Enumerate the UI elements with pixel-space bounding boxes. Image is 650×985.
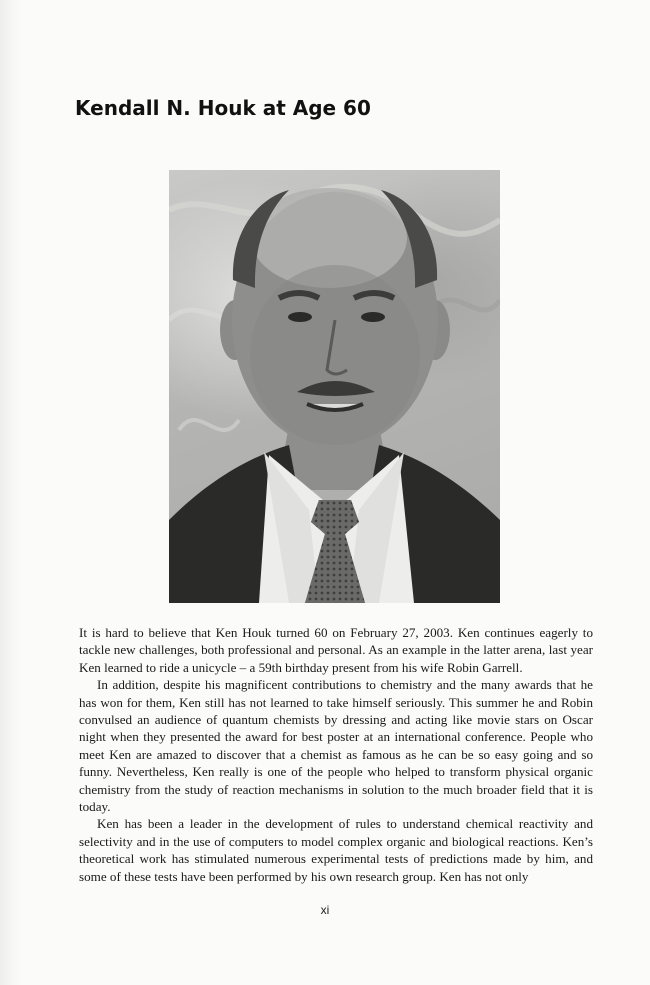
portrait-illustration: [169, 170, 500, 603]
paragraph-3: Ken has been a leader in the development of rules to understand chemical reactivity and selectivity and in the use of computers to model complex organic and biological reactions. Ken’s theoretical work has stimulated numerous experimental tests of predictions made by him, and some of these tests have been performed by his own research group. Ken has not only: [79, 816, 593, 884]
page-title: Kendall N. Houk at Age 60: [75, 96, 371, 120]
portrait-photo: [169, 170, 500, 603]
paragraph-2: In addition, despite his magnificent contributions to chemistry and the many awards that he has won for them, Ken still has not learned to take himself seriously. This summer he and Robin convulsed an audience of quantum chemists by dressing and acting like movie stars on Oscar night when they presented the award for best poster at an international conference. People who meet Ken are amazed to discover that a chemist as famous as he can be so easy going and so funny. Nevertheless, Ken really is one of the people who helped to transform physical organic chemistry from the study of reaction mechanisms in solution to the much broader field that it is today.: [79, 677, 593, 815]
paragraph-1: It is hard to believe that Ken Houk turned 60 on February 27, 2003. Ken continues eagerly to tackle new challenges, both professional and personal. As an example in the latter arena, last year Ken learned to ride a unicycle – a 59th birthday present from his wife Robin Garrell.: [79, 625, 593, 675]
page-number: xi: [320, 903, 330, 917]
page-edge-shadow: [0, 0, 22, 985]
article-body: [79, 624, 593, 885]
